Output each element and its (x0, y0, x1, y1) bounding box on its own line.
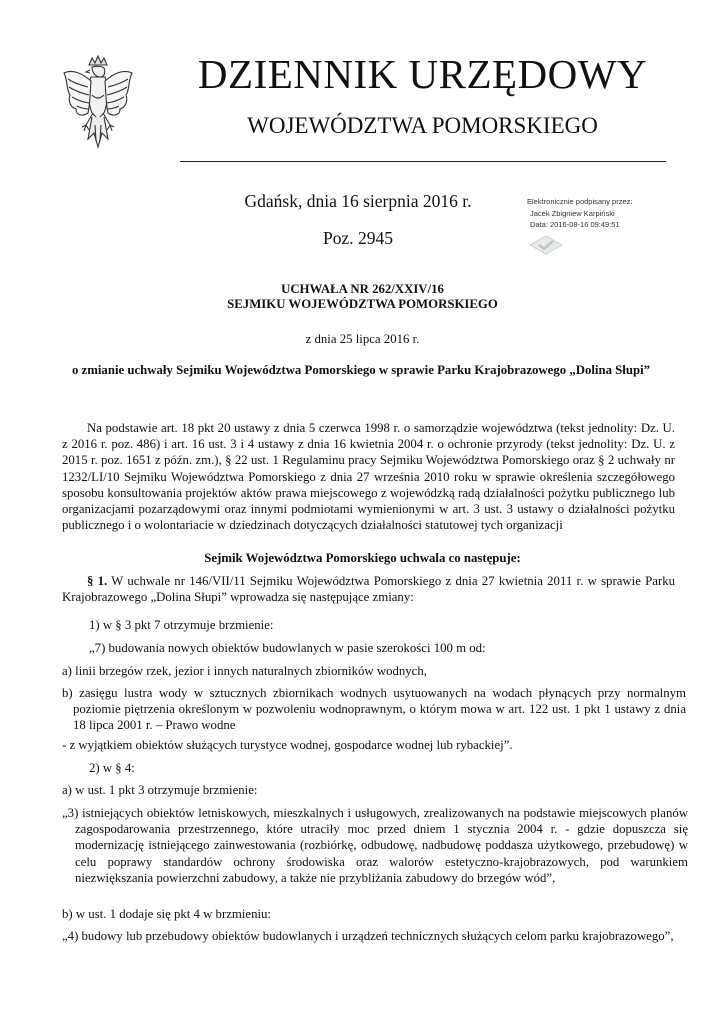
journal-title: DZIENNIK URZĘDOWY (197, 51, 648, 97)
section-1 (62, 573, 675, 605)
list-item: - z wyjątkiem obiektów służących turystyce wodnej, gospodarce wodnej lub rybackiej”. (62, 738, 513, 752)
resolution-heading: Sejmik Województwa Pomorskiego uchwala co następuje: (204, 551, 521, 565)
quoted-text: „4) budowy lub przebudowy obiektów budowlanych i urządzeń technicznych służących celom parku krajobrazowego”, (62, 929, 674, 943)
resolution-body: SEJMIKU WOJEWÓDZTWA POMORSKIEGO (227, 297, 498, 311)
list-item: b) zasięgu lustra wody w sztucznych zbiornikach wodnych usytuowanych na wodach płynących przy normalnym poziomie piętrzenia określonym w pozwoleniu wodnoprawnym, o którym mowa w art. 122 ust. 1 pkt 1 ustawy z dnia 18 lipca 2001 r. – Prawo wodne (62, 686, 686, 733)
preamble-paragraph: Na podstawie art. 18 pkt 20 ustawy z dnia 5 czerwca 1998 r. o samorządzie województwa (tekst jednolity: Dz. U. z 2016 r. poz. 486) i art. 16 ust. 3 i 4 ustawy z dnia 16 kwietnia 2004 r. o ochronie przyrody (tekst jednolity: Dz. U. z 2015 r. poz. 1651 z późn. zm.), § 22 ust. 1 Regulaminu pracy Sejmiku Województwa Pomorskiego oraz § 2 uchwały nr 1232/LI/10 Sejmiku Województwa Pomorskiego z dnia 27 września 2010 roku w sprawie określenia szczegółowego sposobu konsultowania projektów aktów prawa miejscowego z wojewódzką radą działalności pożytku publicznego lub organizacjami pozarządowymi oraz innymi podmiotami wymienionymi w art. 3 ust. 3 ustawy o działalności pożytku publicznego i o wolontariacie w dziedzinach dotyczących działalności statutowej tych organizacji (62, 421, 675, 533)
quoted-text: „7) budowania nowych obiektów budowlanych w pasie szerokości 100 m od: (89, 641, 486, 655)
list-item: 1) w § 3 pkt 7 otrzymuje brzmienie: (89, 618, 274, 632)
electronic-signature (527, 196, 632, 231)
resolution-subject: o zmianie uchwały Sejmiku Województwa Pomorskiego w sprawie Parku Krajobrazowego „Dolina Słupi” (71, 363, 651, 377)
signature-date: Data: 2016-08-16 09:49:51 (530, 220, 620, 229)
section-1-text: W uchwale nr 146/VII/11 Sejmiku Województwa Pomorskiego z dnia 27 kwietnia 2011 r. w sprawie Parku Krajobrazowego „Dolina Słupi” wprowadza się następujące zmiany: (62, 574, 675, 605)
signature-line: Elektronicznie podpisany przez: (527, 197, 633, 206)
polish-eagle-emblem-icon (62, 55, 134, 153)
quoted-text: „3) istniejących obiektów letniskowych, mieszkalnych i usługowych, zrealizowanych na podstawie miejscowych planów zagospodarowania przestrzennego, które utraciły moc przed dniem 1 stycznia 2004 r. - gdzie dopuszcza się modernizację istniejącego zainwestowania (rozbiórkę, odbudowę, nadbudowę poddasza użytkowego, przebudowę) w celu poprawy standardów ochrony środowiska oraz walorów estetyczno-krajobrazowych, pod warunkiem niezwiększania powierzchni zabudowy, a także nie przybliżania zabudowy do brzegów wód”, (62, 806, 688, 885)
list-item: a) w ust. 1 pkt 3 otrzymuje brzmienie: (62, 783, 258, 797)
list-item: 2) w § 4: (89, 761, 135, 775)
signature-signer: Jacek Zbigniew Karpiński (530, 208, 615, 218)
journal-subtitle: WOJEWÓDZTWA POMORSKIEGO (247, 113, 598, 138)
signature-check-icon (528, 234, 564, 256)
publication-date: Gdańsk, dnia 16 sierpnia 2016 r. (244, 191, 472, 211)
resolution-number: UCHWAŁA NR 262/XXIV/16 (281, 282, 444, 296)
position-number: Poz. 2945 (323, 228, 393, 248)
list-item: b) w ust. 1 dodaje się pkt 4 w brzmieniu: (62, 907, 271, 921)
list-item: a) linii brzegów rzek, jezior i innych naturalnych zbiorników wodnych, (62, 664, 427, 678)
resolution-date: z dnia 25 lipca 2016 r. (305, 332, 420, 346)
header-divider (180, 161, 666, 162)
section-1-label: § 1. (87, 574, 108, 588)
